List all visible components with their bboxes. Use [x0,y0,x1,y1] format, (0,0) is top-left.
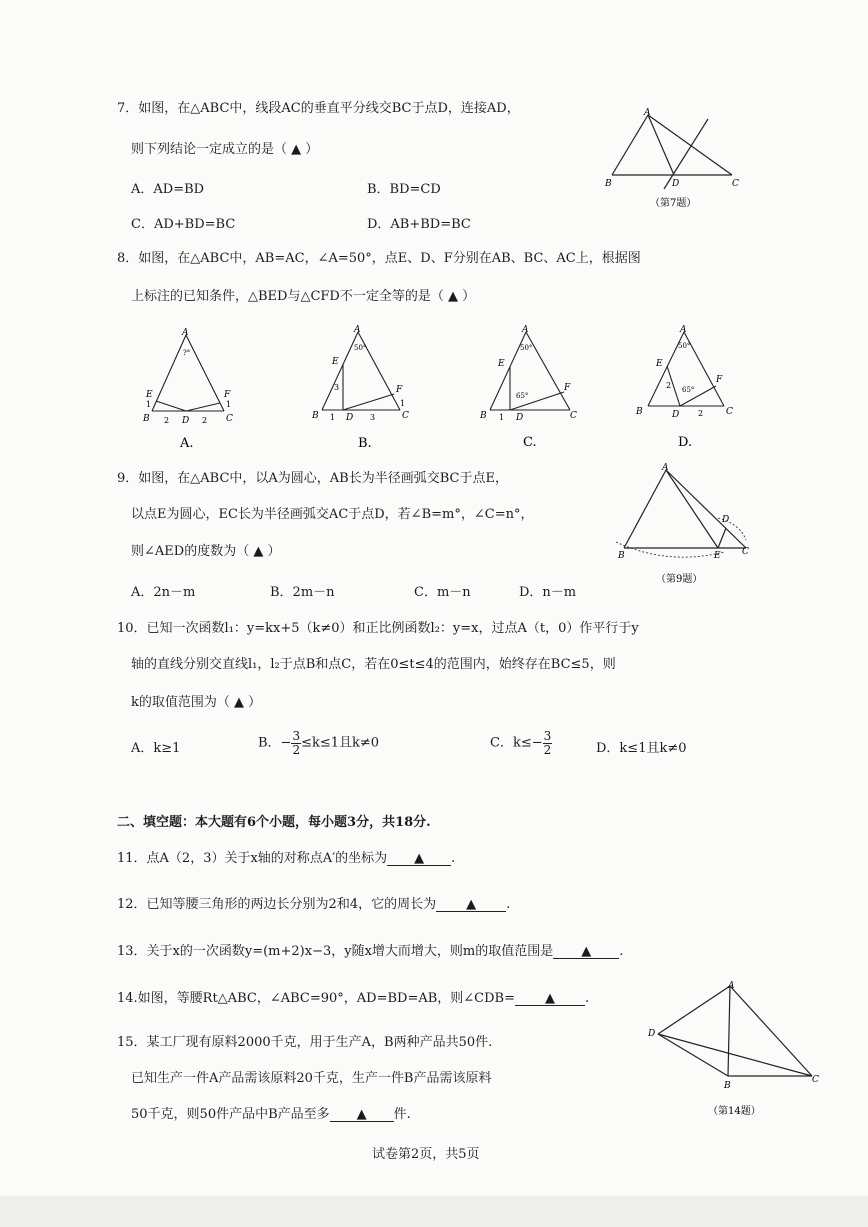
q8-option-a-label: A. [180,436,194,451]
q10-option-c-denominator: 2 [543,742,552,757]
q8b-len-cf: 1 [400,399,406,408]
q9-stem: 9．如图，在△ABC中，以A为圆心，AB长为半径画弧交BC于点E， [117,471,508,486]
q8b-label-b: B [312,411,319,421]
q12-end: . [506,897,511,912]
section-2-heading: 二、填空题：本大题有6个小题，每小题3分，共18分. [117,815,431,830]
q13-end: . [619,944,624,959]
q8b-label-d: D [346,413,354,423]
q9-option-a: A．2n－m [131,585,196,600]
q8b-label-f: F [396,385,403,395]
q9-option-c: C．m－n [414,585,471,600]
q8d-angle-d: 65° [682,386,695,394]
q9-option-d: D．n－m [519,585,577,600]
q11-end: . [451,851,456,866]
q8c-angle-d: 65° [516,392,529,400]
q8a-angle: ?° [183,349,191,357]
q9-label-e: E [714,551,721,561]
q14-caption: （第14题） [708,1106,761,1117]
q7-label-c: C [732,179,739,189]
q8c-label-f: F [564,383,571,393]
q8d-len-ed: 2 [666,381,672,390]
q7-label-d: D [672,179,680,189]
scan-bottom-edge [0,1196,868,1227]
q10-option-b-suffix: ≤k≤1且k≠0 [301,735,380,751]
q8c-angle-a: 50° [520,344,533,352]
q8c-label-e: E [498,359,505,369]
q10-option-b-denominator: 2 [292,742,301,757]
q8b-len-dc: 3 [370,413,376,422]
q15-end: 件. [393,1107,411,1122]
q10-option-c-prefix: C．k≤− [490,735,543,751]
q9-figure [608,458,756,588]
q8b-label-e: E [332,357,339,367]
q7-option-d: D．AB+BD=BC [367,217,471,232]
q15-line-1: 15．某工厂现有原料2000千克，用于生产A，B两种产品共50件. [117,1035,493,1050]
q15-line-3 [131,1108,411,1122]
q11 [117,852,455,866]
q14-label-a: A [728,981,735,991]
q14-text: 14.如图，等腰Rt△ABC，∠ABC=90°，AD=BD=AB，则∠CDB= [117,991,515,1006]
q10-option-b-prefix: B．− [258,735,292,751]
q8d-angle-a: 50° [678,342,691,350]
q8a-label-b: B [143,414,150,424]
q8a-label-c: C [226,414,233,424]
q8b-len-ed: 3 [334,383,340,392]
q8-option-d-label: D. [678,435,693,450]
q8a-len-cf: 1 [226,400,232,409]
q14-answer-blank[interactable]: ▲ [515,992,585,1006]
q7-option-a: A．AD=BD [131,182,205,197]
q14-label-c: C [812,1075,819,1085]
q10-stem: 10．已知一次函数l₁：y=kx+5（k≠0）和正比例函数l₂：y=x，过点A（t，0）作平行于y [117,621,639,636]
q10-option-a: A．k≥1 [131,741,181,756]
q8d-label-c: C [726,407,733,417]
q9-stem-2: 以点E为圆心，EC长为半径画弧交AC于点D，若∠B=m°，∠C=n°， [131,507,534,522]
q8-option-c-label: C. [523,435,537,450]
q8a-len-bd: 2 [164,416,170,425]
q9-option-b: B．2m－n [270,585,335,600]
q7-label-b: B [605,179,612,189]
q8a-len-be: 1 [146,400,152,409]
q12-text: 12．已知等腰三角形的两边长分别为2和4，它的周长为 [117,897,437,912]
q10-stem-2: 轴的直线分别交直线l₁，l₂于点B和点C，若在0≤t≤4的范围内，始终存在BC≤5，则 [131,657,616,672]
q8a-label-d: D [182,416,190,426]
q9-label-b: B [618,551,625,561]
q8b-label-a: A [354,325,361,335]
q9-stem-3: 则∠AED的度数为（ ▲ ） [131,544,281,559]
q9-label-a: A [662,463,669,473]
q10-option-b [258,730,379,756]
q7-figure [600,105,750,215]
q8d-label-e: E [656,359,663,369]
q13-answer-blank[interactable]: ▲ [553,945,619,959]
q8-figure-a [140,325,250,455]
q12 [117,898,510,912]
q8a-len-dc: 2 [202,416,208,425]
q8c-label-c: C [570,411,577,421]
q7-label-a: A [644,108,651,118]
q12-answer-blank[interactable]: ▲ [436,898,506,912]
q8c-len-bd: 1 [499,413,505,422]
q8-figure-b [302,322,422,455]
page-footer: 试卷第2页，共5页 [372,1147,480,1162]
q13-text: 13．关于x的一次函数y=(m+2)x−3，y随x增大而增大，则m的取值范围是 [117,944,554,959]
q15-line-2: 已知生产一件A产品需该原料20千克，生产一件B产品需该原料 [131,1071,492,1086]
q14-end: . [585,991,590,1006]
q8-stem: 8．如图，在△ABC中，AB=AC，∠A=50°，点E、D、F分别在AB、BC、AC上，根据图 [117,251,641,266]
q8d-len-dc: 2 [698,409,704,418]
q7-stem-2: 则下列结论一定成立的是（ ▲ ） [131,142,319,157]
q8c-label-d: D [516,413,524,423]
q8-stem-2: 上标注的已知条件，△BED与△CFD不一定全等的是（ ▲ ） [131,289,476,304]
q8b-len-bd: 1 [330,413,336,422]
q14-label-d: D [648,1029,656,1039]
q13 [117,945,623,959]
q8a-label-e: E [146,390,153,400]
q8d-label-b: B [636,407,643,417]
q7-option-c: C．AD+BD=BC [131,217,236,232]
q10-stem-3: k的取值范围为（ ▲ ） [131,695,262,710]
q14-label-b: B [724,1081,731,1091]
q8c-label-a: A [522,325,529,335]
q10-option-d: D．k≤1且k≠0 [596,741,687,756]
q8-figure-d [632,322,742,455]
q8a-label-f: F [224,390,231,400]
q8b-angle: 50° [354,344,367,352]
q10-option-c [490,730,552,756]
q8d-label-f: F [716,375,723,385]
q10-option-b-numerator: 3 [292,729,301,743]
q7-option-b: B．BD=CD [367,182,441,197]
q14 [117,992,589,1006]
q15-answer-blank[interactable]: ▲ [330,1108,394,1122]
q14-figure [644,978,830,1122]
q8c-label-b: B [480,411,487,421]
q10-option-c-fraction [543,730,553,756]
q7-caption: （第7题） [650,198,697,209]
q8-option-b-label: B. [358,436,372,451]
q8d-label-a: A [680,325,687,335]
q8-figure-c [470,322,590,455]
q10-option-b-fraction [291,730,301,756]
q8d-label-d: D [672,410,680,420]
q15-text: 50千克，则50件产品中B产品至多 [131,1107,330,1122]
q7-stem: 7．如图，在△ABC中，线段AC的垂直平分线交BC于点D，连接AD， [117,101,520,116]
q10-option-c-numerator: 3 [543,729,552,743]
q8a-label-a: A [182,328,189,338]
q9-label-c: C [742,547,749,557]
q9-caption: （第9题） [656,574,703,585]
q11-text: 11．点A（2，3）关于x轴的对称点A′的坐标为 [117,851,388,866]
q9-label-d: D [722,515,730,525]
q11-answer-blank[interactable]: ▲ [387,852,451,866]
q8b-label-c: C [402,411,409,421]
